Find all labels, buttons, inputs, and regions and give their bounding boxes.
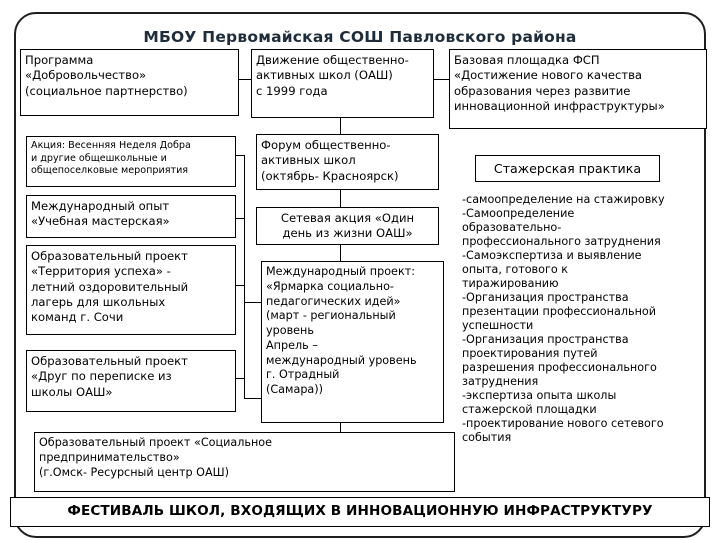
ideas-fair-project-box: Международный проект: «Ярмарка социально- педагогических идей» (март - региональный уровень Апрель – международный уровень г. Отрадный (Самара)) <box>261 261 444 423</box>
internship-practice-box: Стажерская практика <box>475 155 660 182</box>
festival-banner: ФЕСТИВАЛЬ ШКОЛ, ВХОДЯЩИХ В ИННОВАЦИОННУЮ ИНФРАСТРУКТУРУ <box>10 497 710 527</box>
connector-line <box>236 285 245 286</box>
connector-line <box>244 302 261 303</box>
internship-activities-list: -самоопределение на стажировку -Самоопределение образовательно- профессионального затруднения -Самоэкспертиза и выявление опыта, готового к тиражированию -Организация пространства презентации профессиональной успешности -Организация пространства проектирования путей разрешения профессионального затруднения -экспертиза опыта школы стажерской площадки -проектирование нового сетевого события <box>462 193 665 444</box>
social-entrepreneurship-box: Образовательный проект «Социальное предпринимательство» (г.Омск- Ресурсный центр ОАШ) <box>34 432 455 492</box>
pen-friend-project-box: Образовательный проект «Друг по переписке из школы ОАШ» <box>26 350 236 412</box>
connector-line <box>236 155 245 156</box>
connector-line <box>340 190 341 207</box>
connector-line <box>340 118 341 134</box>
territory-of-success-box: Образовательный проект «Территория успеха» - летний оздоровительный лагерь для школьных команд г. Сочи <box>26 245 236 335</box>
page-title: МБОУ Первомайская СОШ Павловского района <box>143 28 577 46</box>
connector-line <box>236 378 245 379</box>
network-action-box: Сетевая акция «Один день из жизни ОАШ» <box>256 207 439 245</box>
program-volunteering-box: Программа «Добровольчество» (социальное партнерство) <box>20 49 239 116</box>
learning-workshop-box: Международный опыт «Учебная мастерская» <box>26 195 236 238</box>
active-schools-movement-box: Движение общественно- активных школ (ОАШ) с 1999 года <box>251 49 434 118</box>
connector-line <box>340 423 341 432</box>
connector-line <box>434 79 449 80</box>
connector-line <box>244 155 245 399</box>
connector-line <box>340 245 341 261</box>
connector-line <box>236 218 245 219</box>
forum-box: Форум общественно- активных школ (октябрь- Красноярск) <box>256 134 439 190</box>
base-platform-box: Базовая площадка ФСП «Достижение нового качества образования через развитие инновационной инфраструктуры» <box>449 49 707 129</box>
connector-line <box>239 79 251 80</box>
action-week-of-kindness-box: Акция: Весенняя Неделя Добра и другие общешкольные и общепоселковые мероприятия <box>26 136 236 187</box>
